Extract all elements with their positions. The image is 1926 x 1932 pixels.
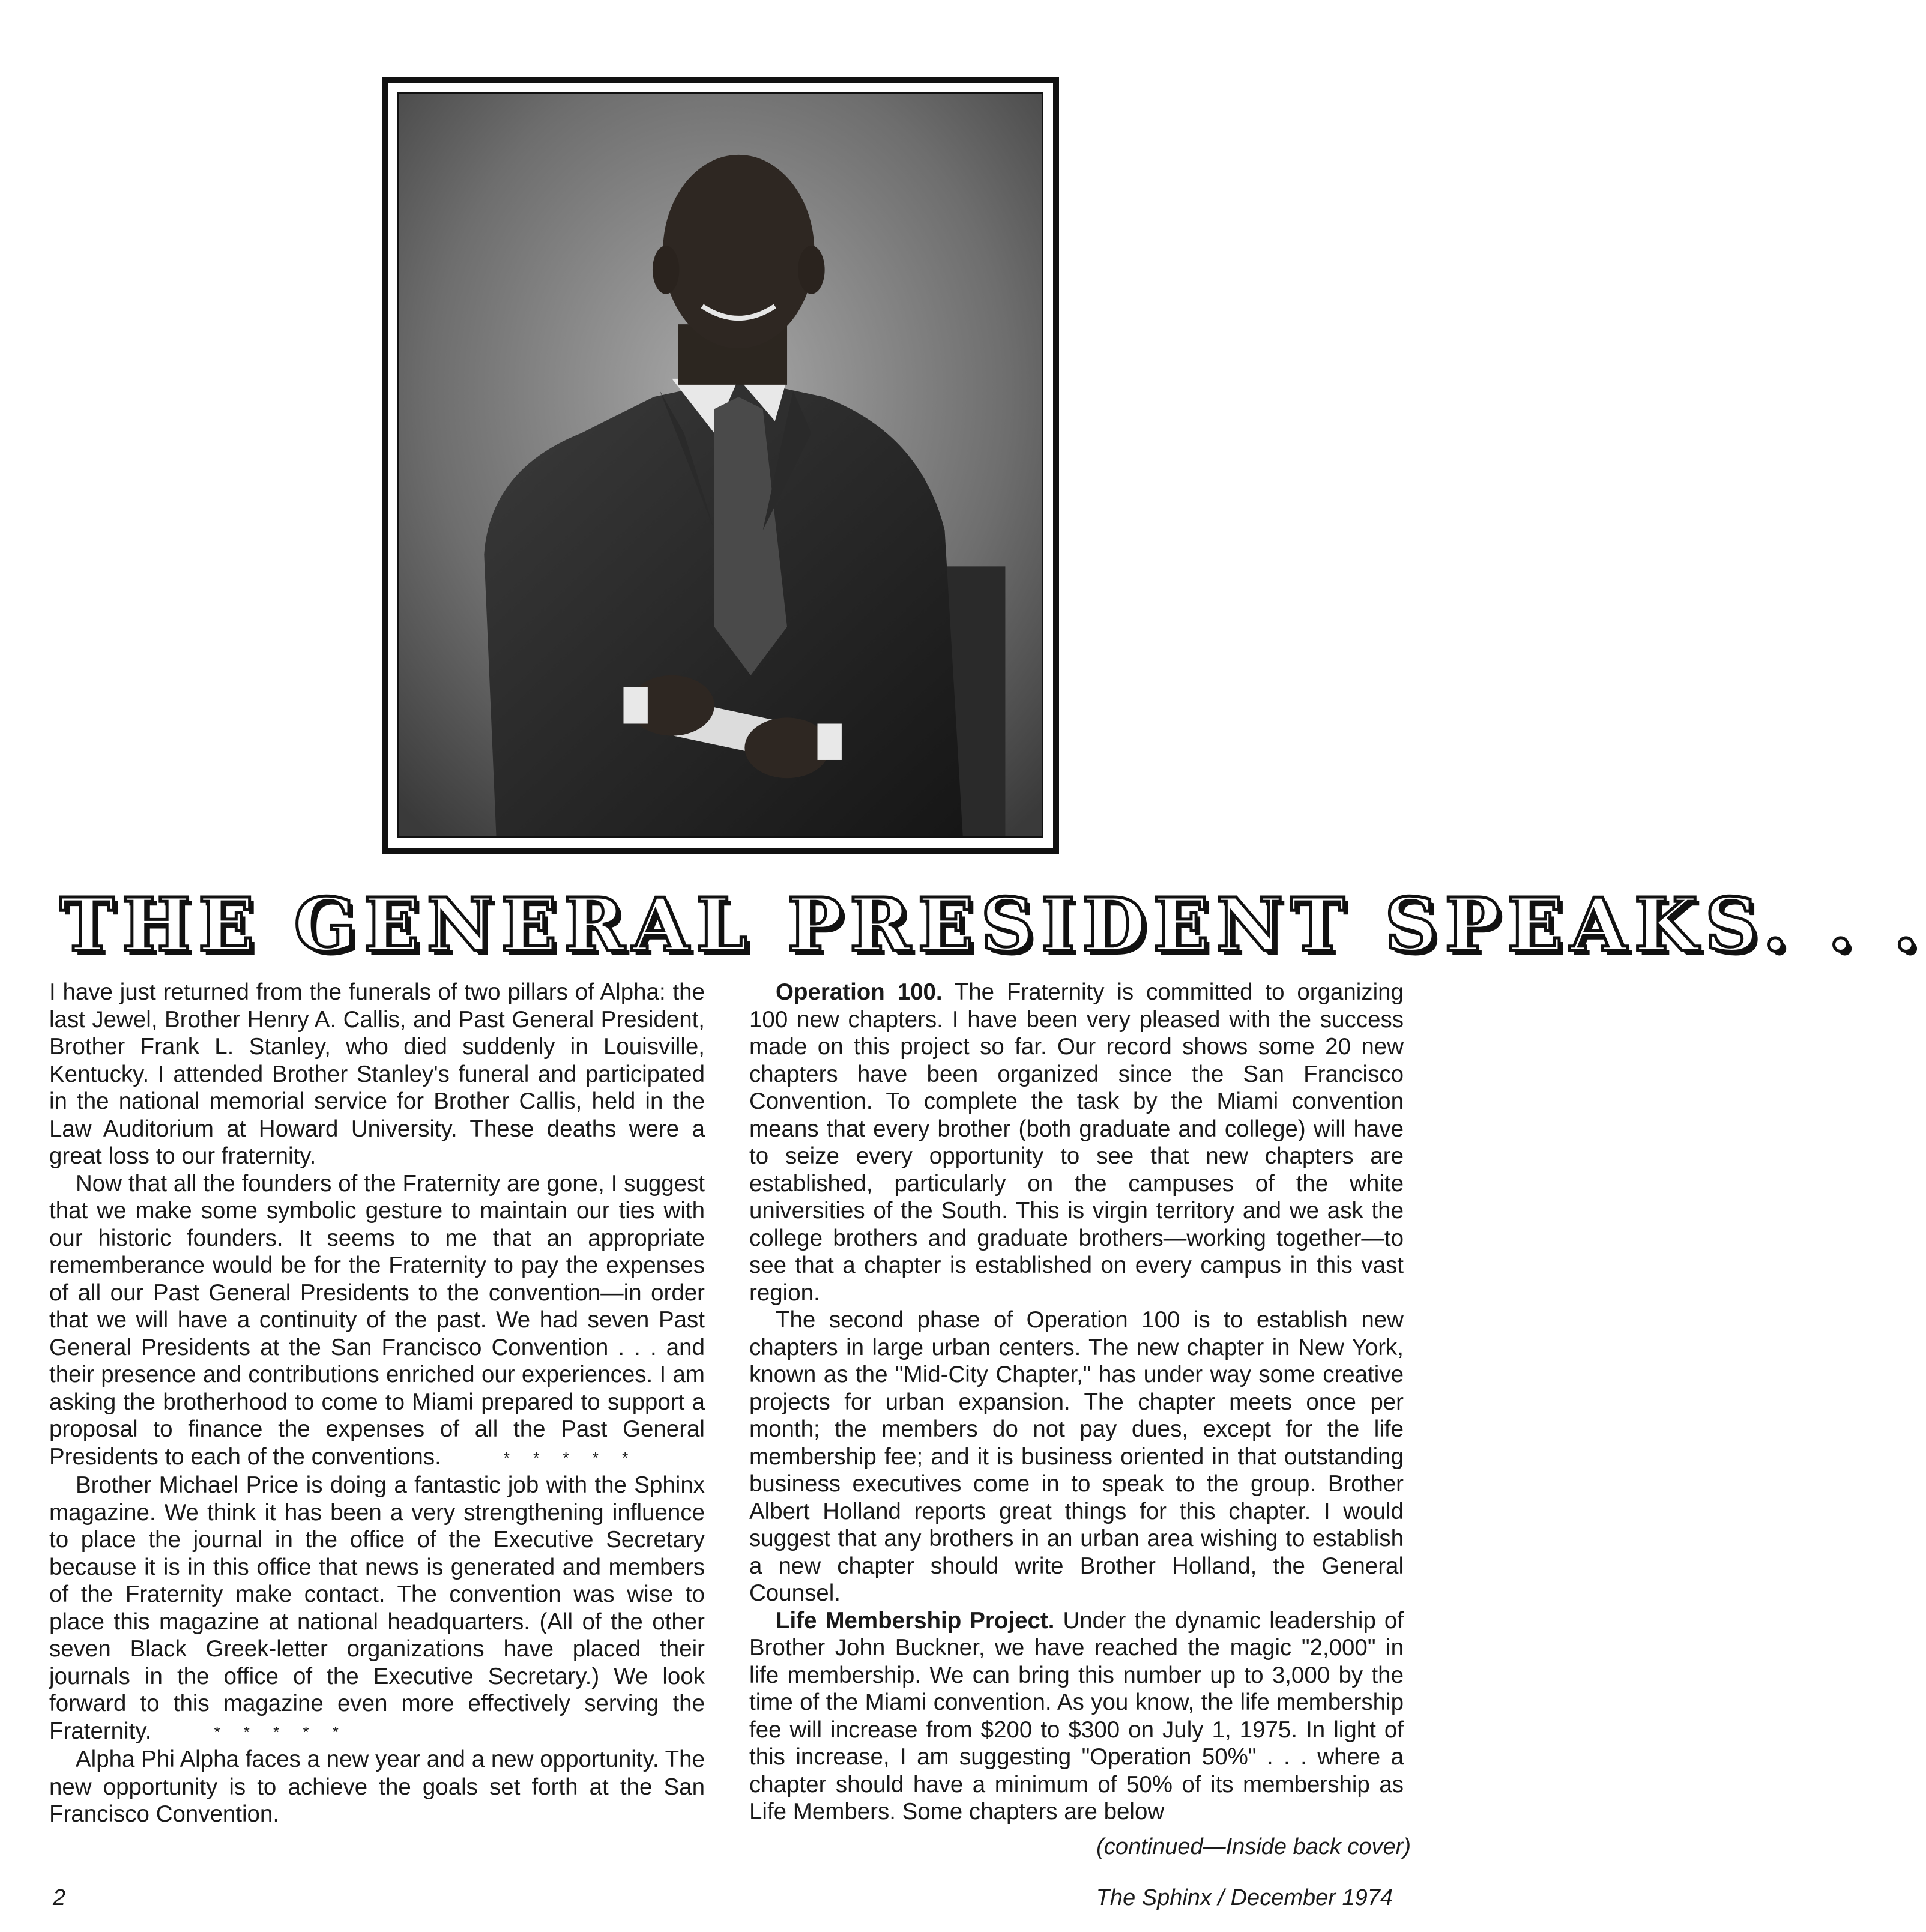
paragraph-operation-100	[749, 979, 1404, 1306]
paragraph-urban-chapters: The second phase of Operation 100 is to establish new chapters in large urban centers. The new chapter in New York, known as the "Mid-City Chapter," has under way some creative projects for urban expansion. The chapter meets once per month; the members do not pay dues, except for the life membership fee; and it is business oriented in that outstanding business executives come in to speak to the group. Brother Albert Holland reports great things for this chapter. I would suggest that any brothers in an urban area wishing to establish a new chapter should write Brother Holland, the General Counsel.	[749, 1307, 1404, 1606]
life-membership-heading: Life Membership Project.	[776, 1607, 1055, 1634]
paragraph-sphinx-text: Brother Michael Price is doing a fantastic job with the Sphinx magazine. We think it has been a very strengthening influence to place the journal in the office of the Executive Secretary because it is in this office that news is generated and members of the Fraternity make contact. The convention was wise to place this magazine at national headquarters. (All of the other seven Black Greek-letter organizations have placed their journals in the office of the Executive Secretary.) We look forward to this magazine even more effectively serving the Fraternity.	[49, 1472, 705, 1744]
portrait-frame	[382, 77, 1059, 854]
paragraph-life-membership	[749, 1607, 1404, 1826]
paragraph-founders-memorial	[49, 1170, 705, 1472]
paragraph-new-year: Alpha Phi Alpha faces a new year and a new opportunity. The new opportunity is to achieve the goals set forth at the San Francisco Convention.	[49, 1746, 705, 1828]
life-membership-text: Under the dynamic leadership of Brother John Buckner, we have reached the magic "2,000" in life membership. We can bring this number up to 3,000 by the time of the Miami convention. As you know, the life membership fee will increase from $200 to $300 on July 1, 1975. In light of this increase, I am suggesting "Operation 50%" . . . where a chapter should have a minimum of 50% of its membership as Life Members. Some chapters are below	[749, 1607, 1404, 1825]
operation-100-text: The Fraternity is committed to organizing 100 new chapters. I have been very pleased with the success made on this project so far. Our record shows some 20 new chapters have been organized since the San Francisco Convention. To complete the task by the Miami convention means that every brother (both graduate and college) will have to seize every opportunity to see that new chapters are established, particularly on the campuses of the white universities of the South. This is virgin territory and we ask the college brothers and graduate brothers—working together—to see that a chapter is established on every campus in this vast region.	[749, 979, 1404, 1306]
paragraph-founders-text: Now that all the founders of the Fraternity are gone, I suggest that we make some symbolic gesture to maintain our ties with our historic founders. It seems to me that an appropriate rememberance would be for the Fraternity to pay the expenses of all our Past General Presidents to the convention—in order that we will have a continuity of the past. We had seven Past General Presidents at the San Francisco Convention . . . and their presence and contributions enriched our experiences. I am asking the brotherhood to come to Miami prepared to support a proposal to finance the expenses of all the Past General Presidents to each of the conventions.	[49, 1170, 705, 1470]
article-column-left	[49, 979, 705, 1828]
running-footer: The Sphinx / December 1974	[1096, 1885, 1393, 1910]
operation-100-heading: Operation 100.	[776, 979, 943, 1005]
section-stars-separator: * * * * *	[214, 1722, 348, 1741]
page-number: 2	[53, 1885, 66, 1910]
portrait-image	[399, 94, 1042, 836]
paragraph-sphinx-magazine	[49, 1472, 705, 1746]
portrait-photo	[397, 92, 1043, 838]
page-headline: THE GENERAL PRESIDENT SPEAKS. . .	[60, 881, 1926, 968]
continued-note: (continued—Inside back cover)	[1096, 1834, 1411, 1859]
section-stars-separator: * * * * *	[503, 1448, 638, 1467]
paragraph-funerals: I have just returned from the funerals of two pillars of Alpha: the last Jewel, Brother Henry A. Callis, and Past General President, Brother Frank L. Stanley, who died suddenly in Louisville, Kentucky. I attended Brother Stanley's funeral and participated in the national memorial service for Brother Callis, held in the Law Auditorium at Howard University. These deaths were a great loss to our fraternity.	[49, 979, 705, 1169]
article-column-right	[749, 979, 1404, 1826]
